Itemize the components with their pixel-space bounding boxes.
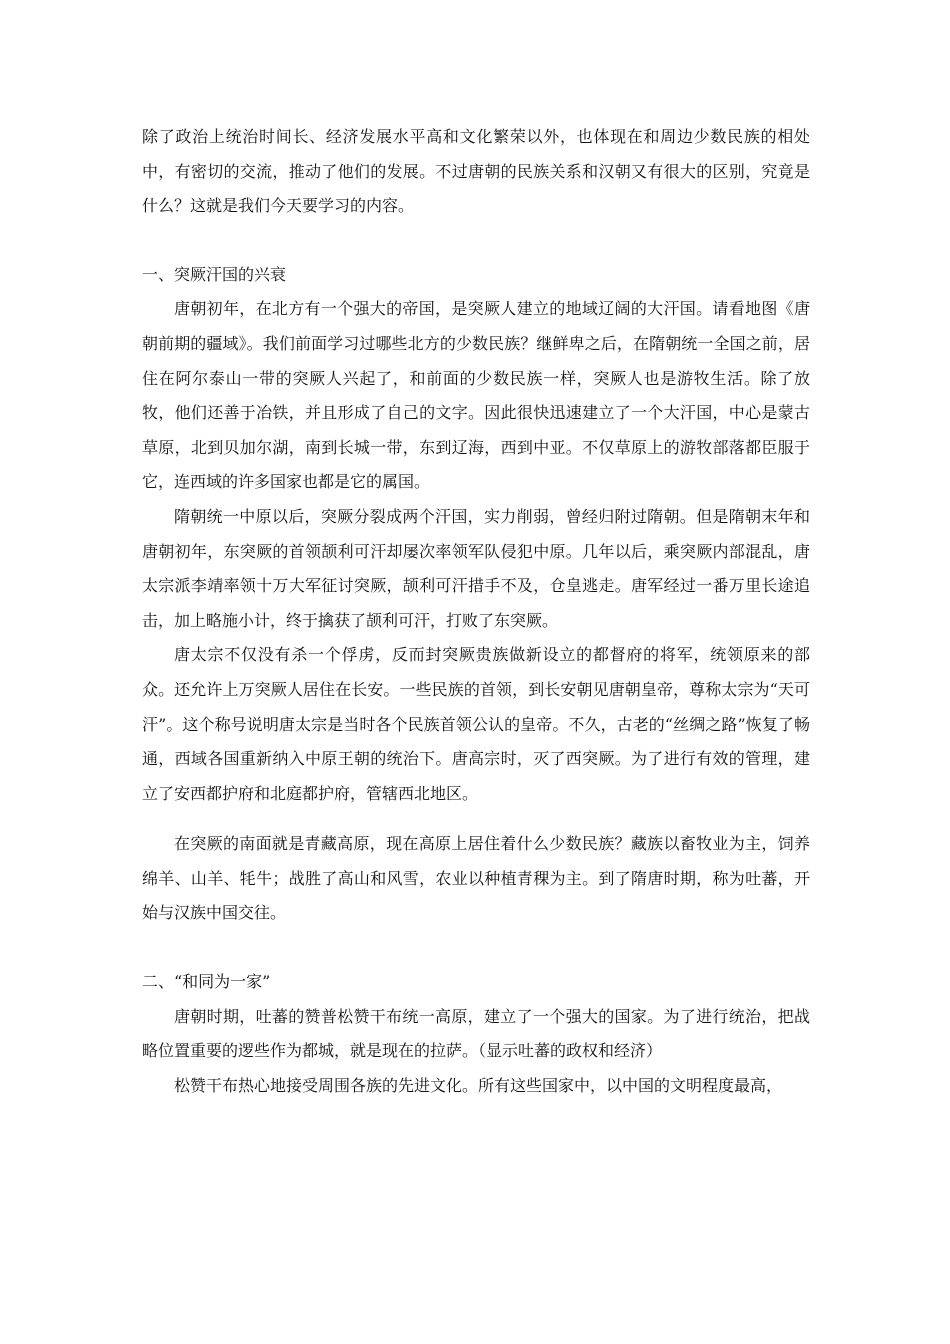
section2-heading: 二、“和同为一家” <box>142 972 271 992</box>
spacer <box>142 811 810 827</box>
document-page <box>142 120 810 1103</box>
spacer <box>142 224 810 258</box>
section1-paragraph-1: 唐朝初年，在北方有一个强大的帝国，是突厥人建立的地域辽阔的大汗国。请看地图《唐朝前期的疆域》。我们前面学习过哪些北方的少数民族？继鲜卑之后，在隋朝统一全国之前，居住在阿尔泰山一带的突厥人兴起了，和前面的少数民族一样，突厥人也是游牧生活。除了放牧，他们还善于冶铁，并且形成了自己的文字。因此很快迅速建立了一个大汗国，中心是蒙古草原，北到贝加尔湖，南到长城一带，东到辽海，西到中亚。不仅草原上的游牧部落都臣服于它，连西域的许多国家也都是它的属国。 <box>142 299 810 492</box>
intro-paragraph: 除了政治上统治时间长、经济发展水平高和文化繁荣以外，也体现在和周边少数民族的相处中，有密切的交流，推动了他们的发展。不过唐朝的民族关系和汉朝又有很大的区别，究竟是什么？这就是我们今天要学习的内容。 <box>142 127 810 216</box>
spacer <box>142 931 810 965</box>
tibet-paragraph: 在突厥的南面就是青藏高原，现在高原上居住着什么少数民族？藏族以畜牧业为主，饲养绵羊、山羊、牦牛；战胜了高山和风雪，农业以种植青稞为主。到了隋唐时期，称为吐蕃，开始与汉族中国交往。 <box>142 834 810 923</box>
section1-heading: 一、突厥汗国的兴衰 <box>142 264 287 284</box>
section1-paragraph-2: 隋朝统一中原以后，突厥分裂成两个汗国，实力削弱，曾经归附过隋朝。但是隋朝末年和唐朝初年，东突厥的首领颉利可汗却屡次率领军队侵犯中原。几年以后，乘突厥内部混乱，唐太宗派李靖率领十万大军征讨突厥，颉利可汗措手不及，仓皇逃走。唐军经过一番万里长途追击，加上略施小计，终于擒获了颉利可汗，打败了东突厥。 <box>142 506 810 630</box>
section2-paragraph-2: 松赞干布热心地接受周围各族的先进文化。所有这些国家中，以中国的文明程度最高， <box>174 1075 783 1095</box>
section1-paragraph-3: 唐太宗不仅没有杀一个俘虏，反而封突厥贵族做新设立的都督府的将军，统领原来的部众。还允许上万突厥人居住在长安。一些民族的首领，到长安朝见唐朝皇帝，尊称太宗为“天可汗”。这个称号说明唐太宗是当时各个民族首领公认的皇帝。不久，古老的“丝绸之路”恢复了畅通，西域各国重新纳入中原王朝的统治下。唐高宗时，灭了西突厥。为了进行有效的管理，建立了安西都护府和北庭都护府，管辖西北地区。 <box>142 645 810 803</box>
section2-paragraph-1: 唐朝时期，吐蕃的赞普松赞干布统一高原，建立了一个强大的国家。为了进行统治，把战略位置重要的逻些作为都城，就是现在的拉萨。（显示吐蕃的政权和经济） <box>142 1006 810 1061</box>
